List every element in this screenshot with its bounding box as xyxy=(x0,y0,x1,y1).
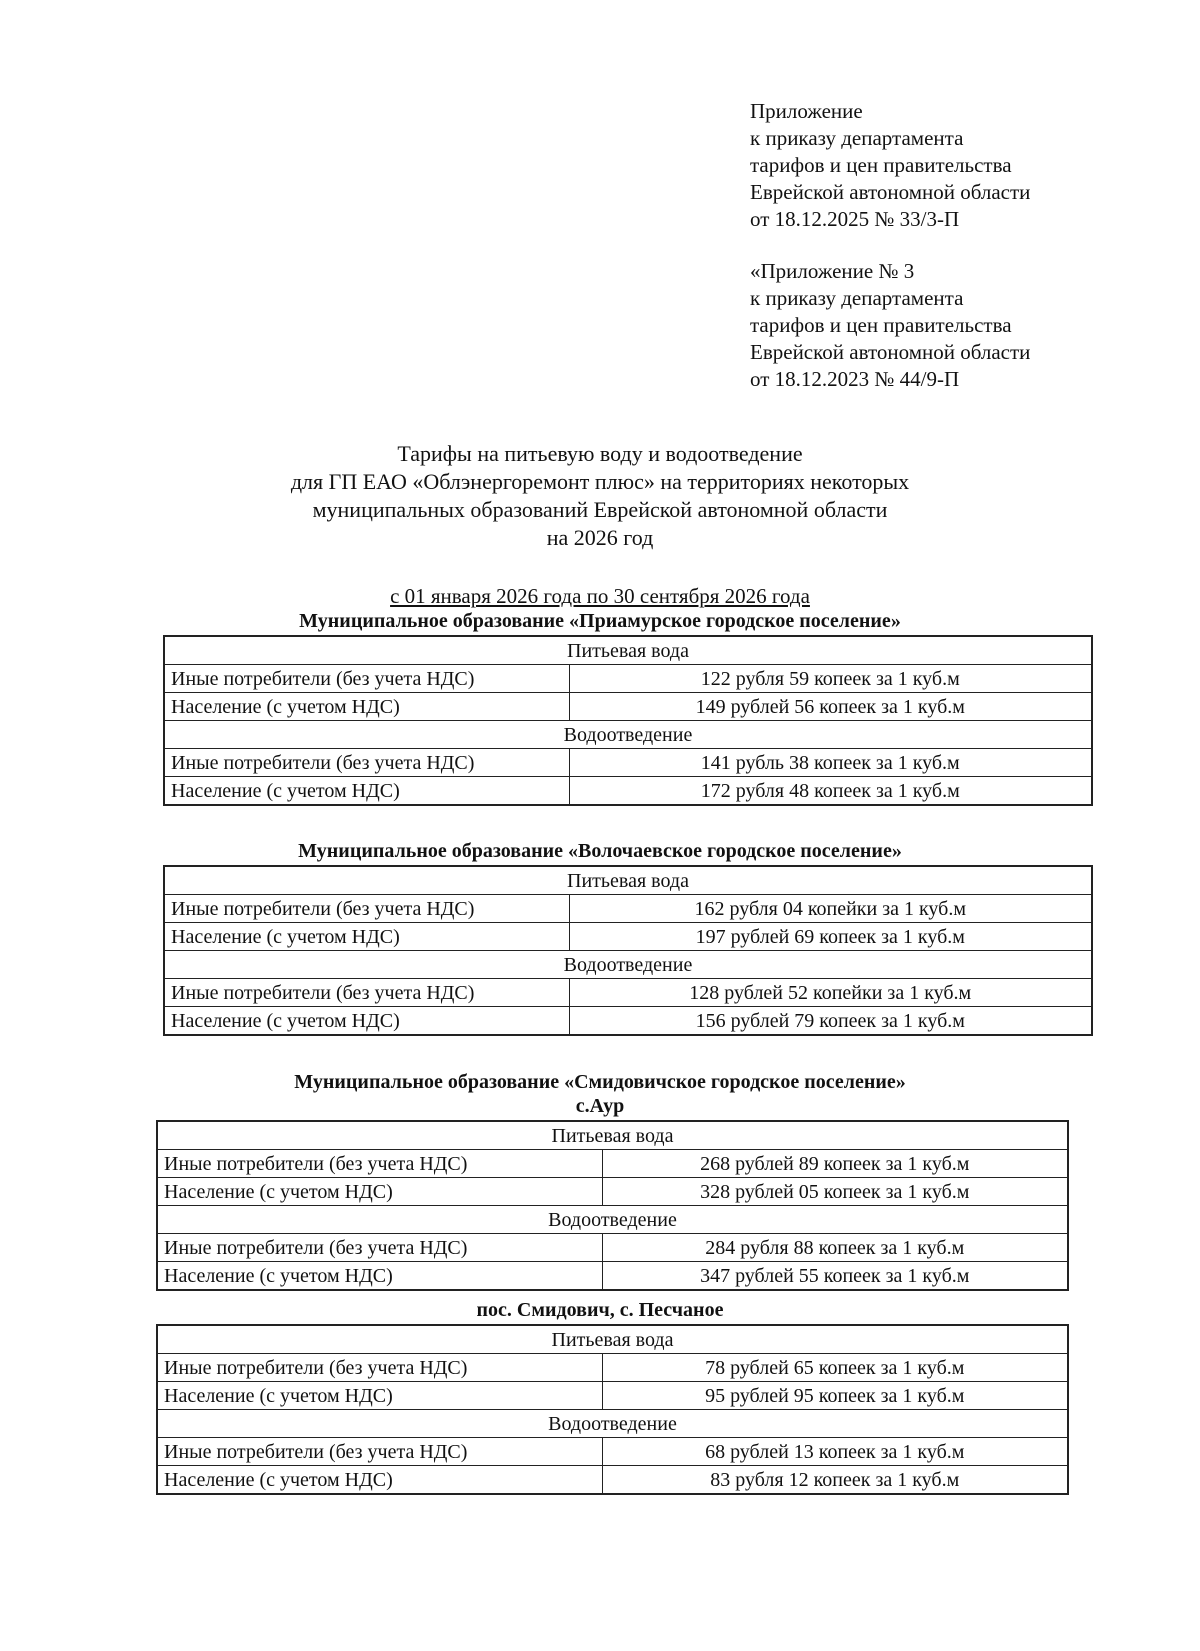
approval-line: к приказу департамента xyxy=(750,126,964,150)
consumer-label: Иные потребители (без учета НДС) xyxy=(164,895,569,923)
consumer-label: Иные потребители (без учета НДС) xyxy=(164,979,569,1007)
table-row xyxy=(164,923,1092,951)
section-heading: Водоотведение xyxy=(164,951,1092,979)
table-row xyxy=(157,1382,1068,1410)
municipality-heading: Муниципальное образование «Смидовичское городское поселение» xyxy=(294,1071,906,1093)
section-heading: Питьевая вода xyxy=(164,866,1092,895)
tariff-table xyxy=(156,1324,1069,1495)
consumer-label: Иные потребители (без учета НДС) xyxy=(164,749,569,777)
table-row xyxy=(157,1466,1068,1495)
table-row xyxy=(157,1234,1068,1262)
document-title xyxy=(160,440,1040,552)
previous-approval-block xyxy=(750,258,1030,393)
title-line: Тарифы на питьевую воду и водоотведение xyxy=(397,441,803,466)
table-row xyxy=(157,1438,1068,1466)
tariff-value: 122 рубля 59 копеек за 1 куб.м xyxy=(569,665,1092,693)
validity-period: с 01 января 2026 года по 30 сентября 2026 года xyxy=(390,584,810,608)
consumer-label: Иные потребители (без учета НДС) xyxy=(157,1150,602,1178)
title-line: муниципальных образований Еврейской автономной области xyxy=(312,497,888,522)
table-row xyxy=(157,1178,1068,1206)
tariff-value: 197 рублей 69 копеек за 1 куб.м xyxy=(569,923,1092,951)
table-row xyxy=(164,693,1092,721)
consumer-label: Иные потребители (без учета НДС) xyxy=(164,665,569,693)
settlement-subheading: с.Аур xyxy=(575,1095,625,1117)
consumer-label: Иные потребители (без учета НДС) xyxy=(157,1438,602,1466)
consumer-label: Население (с учетом НДС) xyxy=(157,1178,602,1206)
table-row xyxy=(164,979,1092,1007)
approval-line: от 18.12.2025 № 33/3-П xyxy=(750,207,960,231)
tariff-value: 68 рублей 13 копеек за 1 куб.м xyxy=(602,1438,1068,1466)
tariff-value: 78 рублей 65 копеек за 1 куб.м xyxy=(602,1354,1068,1382)
approval-line: Приложение xyxy=(750,99,863,123)
section-heading: Питьевая вода xyxy=(157,1325,1068,1354)
table-row xyxy=(164,665,1092,693)
tariff-value: 156 рублей 79 копеек за 1 куб.м xyxy=(569,1007,1092,1036)
table-row xyxy=(164,1007,1092,1036)
tariff-value: 172 рубля 48 копеек за 1 куб.м xyxy=(569,777,1092,806)
tariff-value: 141 рубль 38 копеек за 1 куб.м xyxy=(569,749,1092,777)
table-row xyxy=(157,1262,1068,1291)
tariff-value: 162 рубля 04 копейки за 1 куб.м xyxy=(569,895,1092,923)
tariff-value: 149 рублей 56 копеек за 1 куб.м xyxy=(569,693,1092,721)
section-heading: Водоотведение xyxy=(164,721,1092,749)
tariff-table xyxy=(163,865,1093,1036)
section-heading: Водоотведение xyxy=(157,1206,1068,1234)
approval-line: Еврейской автономной области xyxy=(750,340,1031,364)
consumer-label: Иные потребители (без учета НДС) xyxy=(157,1234,602,1262)
approval-line: Еврейской автономной области xyxy=(750,180,1031,204)
municipality-heading: Муниципальное образование «Волочаевское городское поселение» xyxy=(298,840,902,862)
approval-block xyxy=(750,98,1030,233)
tariff-value: 347 рублей 55 копеек за 1 куб.м xyxy=(602,1262,1068,1291)
consumer-label: Население (с учетом НДС) xyxy=(164,777,569,806)
title-line: на 2026 год xyxy=(546,525,654,550)
tariff-value: 83 рубля 12 копеек за 1 куб.м xyxy=(602,1466,1068,1495)
consumer-label: Население (с учетом НДС) xyxy=(157,1262,602,1291)
section-heading: Питьевая вода xyxy=(164,636,1092,665)
tariff-value: 268 рублей 89 копеек за 1 куб.м xyxy=(602,1150,1068,1178)
consumer-label: Население (с учетом НДС) xyxy=(157,1382,602,1410)
consumer-label: Население (с учетом НДС) xyxy=(164,693,569,721)
consumer-label: Население (с учетом НДС) xyxy=(157,1466,602,1495)
consumer-label: Население (с учетом НДС) xyxy=(164,923,569,951)
tariff-table xyxy=(156,1120,1069,1291)
settlement-heading: пос. Смидович, с. Песчаное xyxy=(476,1299,724,1321)
section-heading: Питьевая вода xyxy=(157,1121,1068,1150)
tariff-value: 328 рублей 05 копеек за 1 куб.м xyxy=(602,1178,1068,1206)
consumer-label: Иные потребители (без учета НДС) xyxy=(157,1354,602,1382)
table-row xyxy=(157,1354,1068,1382)
approval-line: от 18.12.2023 № 44/9-П xyxy=(750,367,960,391)
section-heading: Водоотведение xyxy=(157,1410,1068,1438)
tariff-value: 95 рублей 95 копеек за 1 куб.м xyxy=(602,1382,1068,1410)
tariff-table xyxy=(163,635,1093,806)
title-line: для ГП ЕАО «Облэнергоремонт плюс» на территориях некоторых xyxy=(290,469,910,494)
approval-line: «Приложение № 3 xyxy=(750,259,915,283)
table-row xyxy=(157,1150,1068,1178)
table-row xyxy=(164,777,1092,806)
approval-line: к приказу департамента xyxy=(750,286,964,310)
table-row xyxy=(164,749,1092,777)
table-row xyxy=(164,895,1092,923)
municipality-heading: Муниципальное образование «Приамурское городское поселение» xyxy=(299,610,901,632)
tariff-value: 128 рублей 52 копейки за 1 куб.м xyxy=(569,979,1092,1007)
tariff-value: 284 рубля 88 копеек за 1 куб.м xyxy=(602,1234,1068,1262)
consumer-label: Население (с учетом НДС) xyxy=(164,1007,569,1036)
approval-line: тарифов и цен правительства xyxy=(750,153,1012,177)
approval-line: тарифов и цен правительства xyxy=(750,313,1012,337)
